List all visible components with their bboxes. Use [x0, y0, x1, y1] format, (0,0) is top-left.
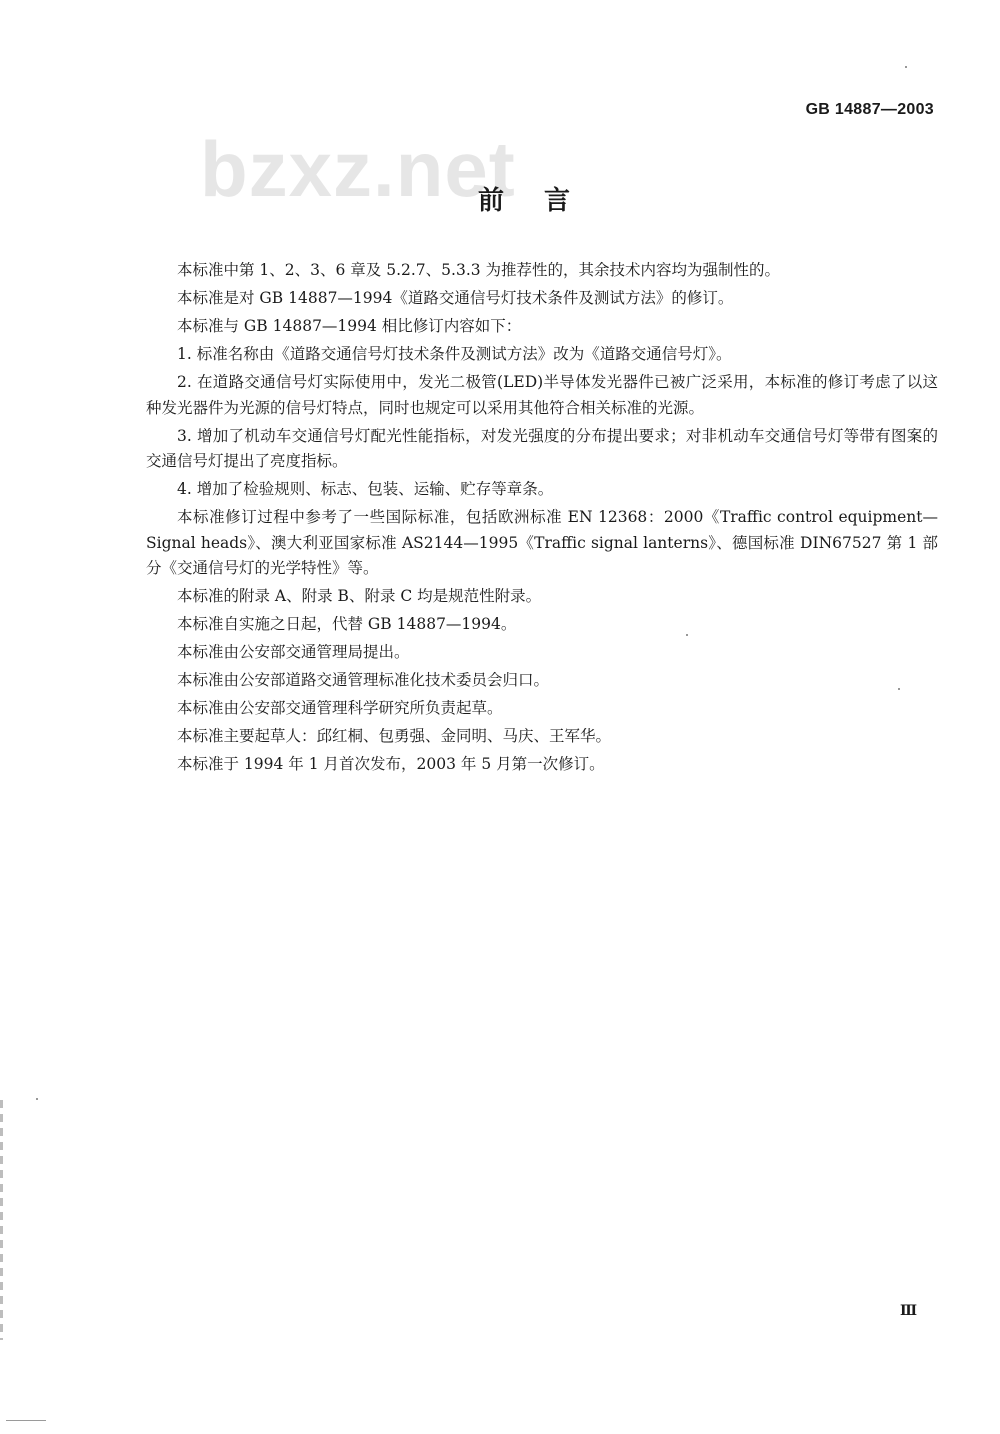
paragraph-5: 2. 在道路交通信号灯实际使用中，发光二极管(LED)半导体发光器件已被广泛采用，本标准的修订考虑了以这种发光器件为光源的信号灯特点，同时也规定可以采用其他符合相关标准的光源。	[146, 373, 938, 417]
paragraph-15: 本标准于 1994 年 1 月首次发布，2003 年 5 月第一次修订。	[177, 755, 605, 773]
paragraph-10: 本标准自实施之日起，代替 GB 14887—1994。	[177, 615, 517, 633]
scan-speck	[686, 634, 688, 636]
paragraph-13: 本标准由公安部交通管理科学研究所负责起草。	[177, 699, 503, 717]
scan-edge-mark	[0, 1100, 3, 1340]
scan-speck	[898, 688, 900, 690]
paragraph-9: 本标准的附录 A、附录 B、附录 C 均是规范性附录。	[177, 587, 542, 605]
paragraph-7: 4. 增加了检验规则、标志、包装、运输、贮存等章条。	[177, 480, 554, 498]
paragraph-4: 1. 标准名称由《道路交通信号灯技术条件及测试方法》改为《道路交通信号灯》。	[177, 345, 732, 363]
paragraph-1: 本标准中第 1、2、3、6 章及 5.2.7、5.3.3 为推荐性的，其余技术内容均为强制性的。	[177, 261, 781, 279]
paragraph-2: 本标准是对 GB 14887—1994《道路交通信号灯技术条件及测试方法》的修订。	[177, 289, 734, 307]
foreword-body	[146, 258, 938, 778]
watermark: bzxz.net	[200, 125, 516, 213]
page-number: Ⅲ	[900, 1303, 918, 1319]
paragraph-3: 本标准与 GB 14887—1994 相比修订内容如下：	[177, 317, 522, 335]
scan-speck	[36, 1098, 38, 1100]
paragraph-14: 本标准主要起草人：邱红桐、包勇强、金同明、马庆、王军华。	[177, 727, 612, 745]
standard-code: GB 14887—2003	[805, 101, 934, 118]
paragraph-12: 本标准由公安部道路交通管理标准化技术委员会归口。	[177, 671, 550, 689]
page-title: 前言	[477, 186, 610, 216]
paragraph-6: 3. 增加了机动车交通信号灯配光性能指标，对发光强度的分布提出要求；对非机动车交通信号灯等带有图案的交通信号灯提出了亮度指标。	[146, 426, 938, 470]
scan-rule-mark	[6, 1420, 46, 1421]
scan-speck	[905, 66, 907, 68]
paragraph-8: 本标准修订过程中参考了一些国际标准，包括欧洲标准 EN 12368：2000《Traffic control equipment—Signal heads》、澳大利亚国家标准 AS2144—1995《Traffic signal lanterns》、德国标准 DIN67527 第 1 部分《交通信号灯的光学特性》等。	[146, 508, 938, 577]
paragraph-11: 本标准由公安部交通管理局提出。	[177, 643, 410, 661]
